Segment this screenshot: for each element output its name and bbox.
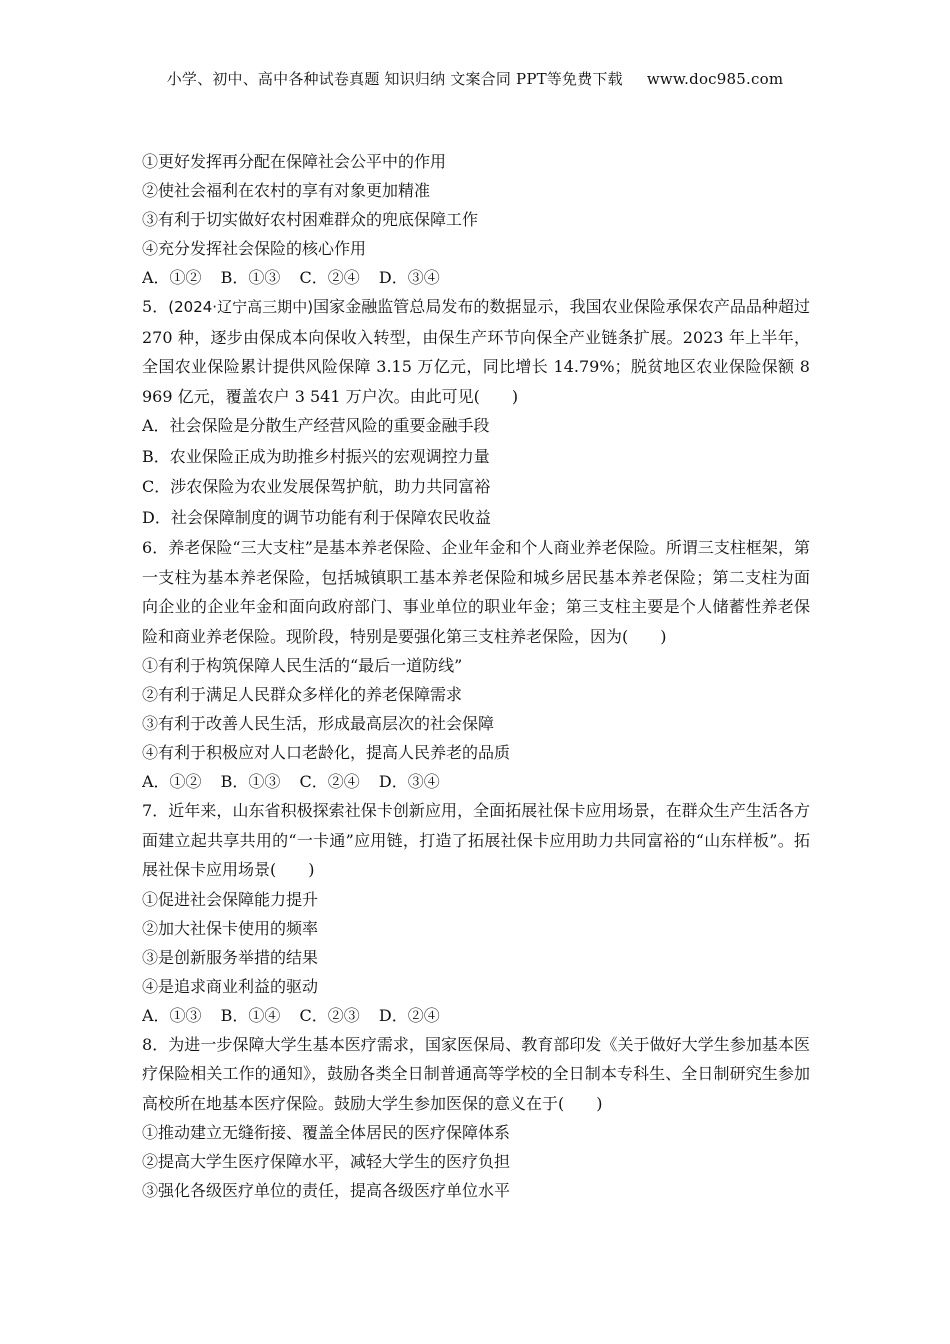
- header-site-link[interactable]: www.doc985.com: [646, 70, 784, 88]
- q4-choice-a: A．①②: [142, 268, 202, 287]
- question-6: [142, 533, 810, 796]
- q5-source: (2024·辽宁高三期中): [168, 298, 314, 316]
- q6-choice-a: A．①②: [142, 772, 202, 791]
- header-text: 小学、初中、高中各种试卷真题 知识归纳 文案合同 PPT等免费下载: [166, 70, 623, 88]
- q7-choice-d: D．②④: [378, 1005, 440, 1025]
- q6-choice-b: B．①③: [220, 772, 281, 791]
- q7-choice-c: C．②③: [299, 1005, 360, 1025]
- q5-number: 5．: [142, 297, 169, 316]
- q7-option-1: ①促进社会保障能力提升: [142, 889, 319, 909]
- q5-stem-text: 国家金融监管总局发布的数据显示，我国农业保险承保农产品品种超过 270 种，逐步由保成本向保收入转型，由保生产环节向保全产业链条扩展。2023 年上半年，全国农业保险累计提供风险保障 3.15 万亿元，同比增长 14.79%；脱贫地区农业保险保额 8 969 亿元，覆盖农户 3 541 万户次。由此可见( ): [142, 297, 810, 406]
- q5-option-a: A．社会保险是分散生产经营风险的重要金融手段: [142, 416, 490, 435]
- q5-option-b: B．农业保险正成为助推乡村振兴的宏观调控力量: [142, 446, 490, 466]
- exam-content: [142, 147, 810, 1205]
- q6-choices: [142, 767, 810, 796]
- q4-choice-c: C．②④: [299, 268, 360, 287]
- q6-option-4: ④有利于积极应对人口老龄化，提高人民养老的品质: [142, 743, 511, 762]
- q8-option-3: ③强化各级医疗单位的责任，提高各级医疗单位水平: [142, 1181, 511, 1200]
- q7-choices: [142, 1001, 810, 1030]
- q7-option-2: ②加大社保卡使用的频率: [142, 918, 319, 938]
- q6-option-3: ③有利于改善人民生活，形成最高层次的社会保障: [142, 714, 495, 733]
- q7-stem: 7．近年来，山东省积极探索社保卡创新应用，全面拓展社保卡应用场景，在群众生产生活各方面建立起共享共用的“一卡通”应用链，打造了拓展社保卡应用助力共同富裕的“山东样板”。拓展社保卡应用场景( ): [142, 801, 810, 879]
- q4-choice-d: D．③④: [378, 268, 440, 287]
- q4-option-3: ③有利于切实做好农村困难群众的兜底保障工作: [142, 210, 479, 229]
- q6-option-2: ②有利于满足人民群众多样化的养老保障需求: [142, 685, 463, 704]
- q6-choice-c: C．②④: [299, 772, 360, 791]
- q4-choice-b: B．①③: [220, 268, 281, 287]
- q8-stem: 8．为进一步保障大学生基本医疗需求，国家医保局、教育部印发《关于做好大学生参加基本医疗保险相关工作的通知》，鼓励各类全日制普通高等学校的全日制本专科生、全日制研究生参加高校所在地基本医疗保险。鼓励大学生参加医保的意义在于( ): [142, 1034, 810, 1113]
- q6-stem: 6．养老保险“三大支柱”是基本养老保险、企业年金和个人商业养老保险。所谓三支柱框架，第一支柱为基本养老保险，包括城镇职工基本养老保险和城乡居民基本养老保险；第二支柱为面向企业的企业年金和面向政府部门、事业单位的职业年金；第三支柱主要是个人储蓄性养老保险和商业养老保险。现阶段，特别是要强化第三支柱养老保险，因为( ): [142, 538, 810, 646]
- q4-option-2: ②使社会福利在农村的享有对象更加精准: [142, 181, 431, 200]
- q7-option-3: ③是创新服务举措的结果: [142, 947, 319, 967]
- question-5: [142, 292, 810, 533]
- question-7: [142, 796, 810, 1030]
- q6-option-1: ①有利于构筑保障人民生活的“最后一道防线”: [142, 656, 463, 675]
- q5-option-d: D．社会保障制度的调节功能有利于保障农民收益: [142, 507, 491, 527]
- q7-choice-b: B．①④: [220, 1005, 281, 1025]
- q4-choices: [142, 263, 810, 292]
- q4-option-1: ①更好发挥再分配在保障社会公平中的作用: [142, 152, 447, 171]
- q5-stem: [142, 292, 810, 411]
- q5-option-c: C．涉农保险为农业发展保驾护航，助力共同富裕: [142, 477, 491, 496]
- q6-choice-d: D．③④: [378, 772, 440, 791]
- q7-option-4: ④是追求商业利益的驱动: [142, 976, 319, 996]
- page-header: [0, 68, 950, 89]
- q8-option-2: ②提高大学生医疗保障水平，减轻大学生的医疗负担: [142, 1152, 511, 1171]
- q7-choice-a: A．①③: [142, 1005, 202, 1025]
- question-4: [142, 147, 810, 292]
- q8-option-1: ①推动建立无缝衔接、覆盖全体居民的医疗保障体系: [142, 1123, 511, 1142]
- question-8: [142, 1030, 810, 1206]
- q4-option-4: ④充分发挥社会保险的核心作用: [142, 239, 367, 258]
